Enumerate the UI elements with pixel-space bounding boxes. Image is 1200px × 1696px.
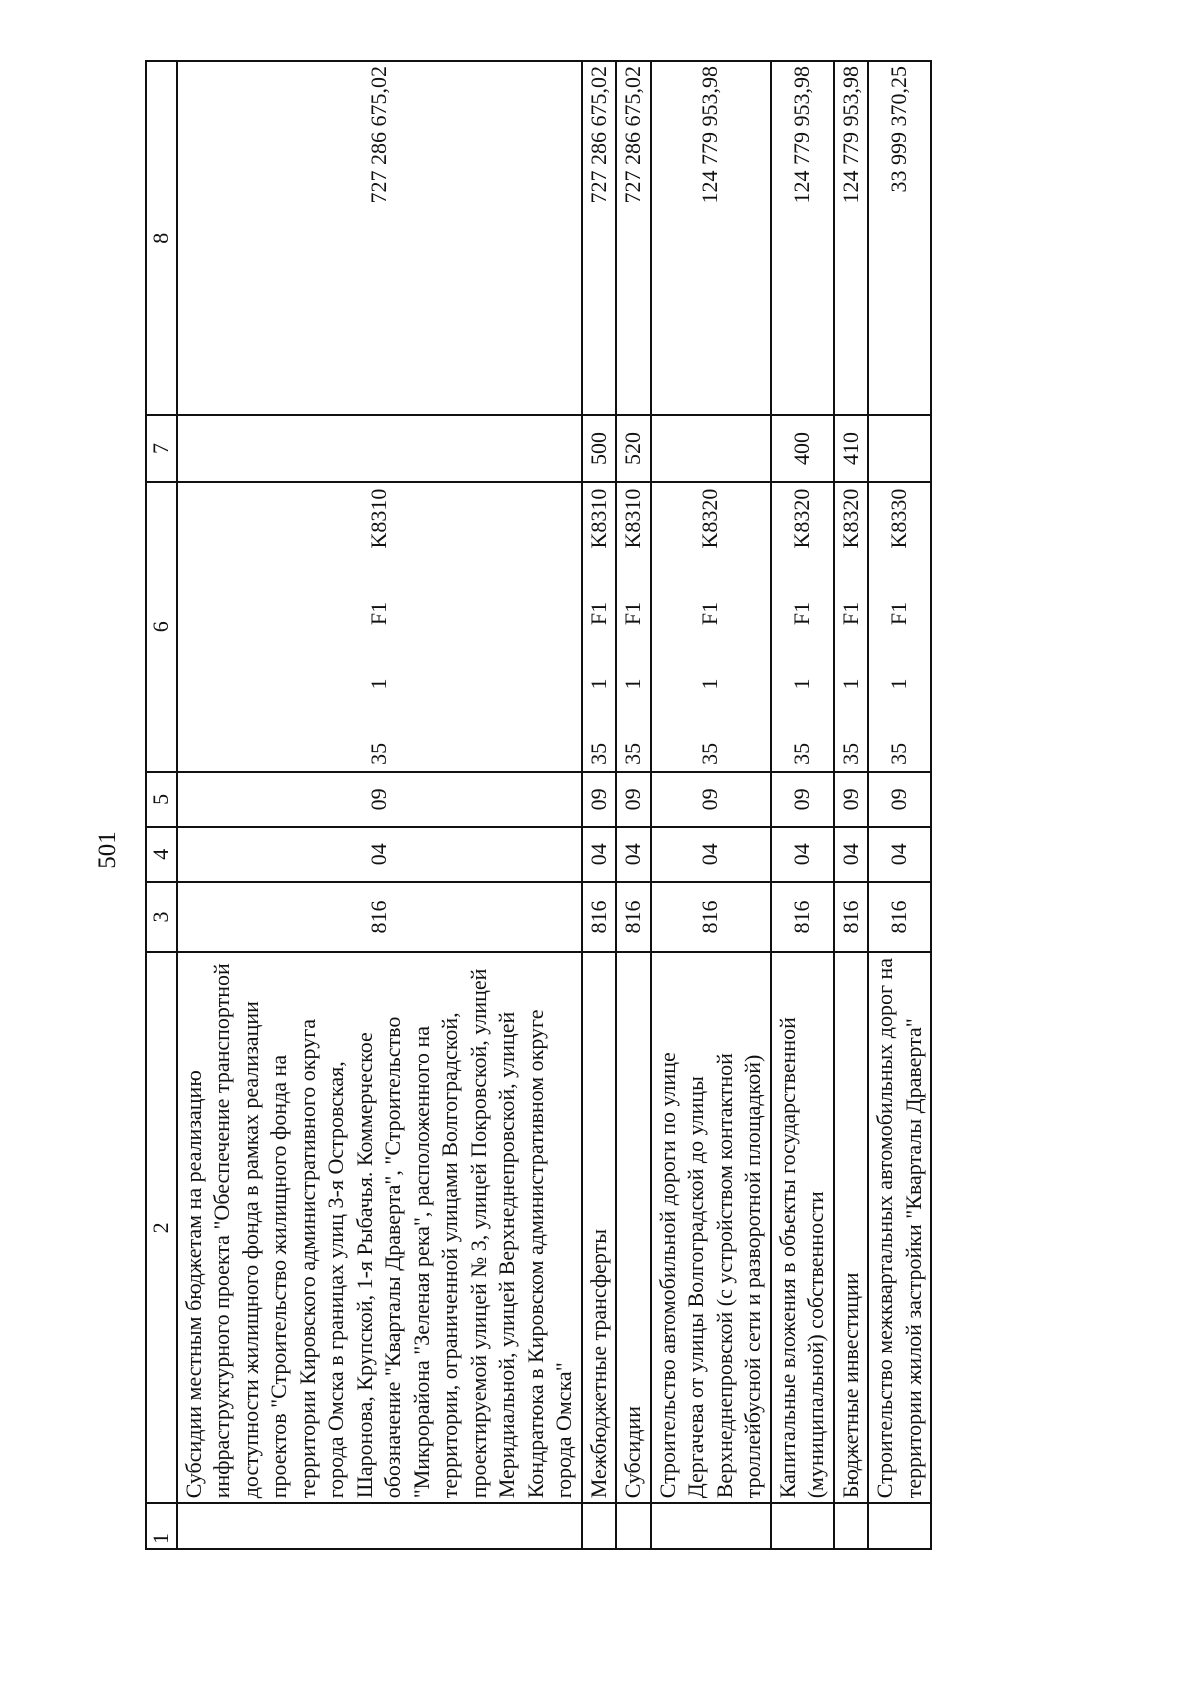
rotated-table-container xyxy=(145,60,985,1550)
ministry-code-cell: 816 xyxy=(582,882,617,953)
row-index-cell xyxy=(868,1503,931,1549)
row-name-cell: Межбюджетные трансферты xyxy=(582,952,617,1503)
program-code: 35 xyxy=(837,742,863,765)
project-code: F1 xyxy=(837,601,863,626)
section-code-cell: 04 xyxy=(651,827,771,882)
amount-cell: 124 779 953,98 xyxy=(834,61,869,415)
subsection-code-cell: 09 xyxy=(177,772,582,827)
row-name-cell: Строительство межквартальных автомобильных дорог на территории жилой застройки "Кварталы Драверта" xyxy=(868,952,931,1503)
row-name-cell: Бюджетные инвестиции xyxy=(834,952,869,1503)
target-article-cell xyxy=(616,482,651,772)
expense-type-cell: 520 xyxy=(616,415,651,481)
row-index-cell xyxy=(834,1503,869,1549)
target-article-cell xyxy=(771,482,834,772)
section-code-cell: 04 xyxy=(771,827,834,882)
program-code: 35 xyxy=(585,742,611,765)
ministry-code-cell: 816 xyxy=(868,882,931,953)
table-row xyxy=(177,61,582,1549)
target-article-cell xyxy=(177,482,582,772)
project-code: F1 xyxy=(788,601,814,626)
ministry-code-cell: 816 xyxy=(616,882,651,953)
subprogram-code: 1 xyxy=(697,678,723,690)
direction-code: K8310 xyxy=(585,488,611,549)
subprogram-code: 1 xyxy=(788,678,814,690)
subsection-code-cell: 09 xyxy=(771,772,834,827)
direction-code: K8320 xyxy=(697,488,723,549)
expense-type-cell: 500 xyxy=(582,415,617,481)
ministry-code-cell: 816 xyxy=(771,882,834,953)
table-row xyxy=(868,61,931,1549)
program-code: 35 xyxy=(697,742,723,765)
target-article-cell xyxy=(582,482,617,772)
header-col-6: 6 xyxy=(146,482,177,772)
table-row xyxy=(771,61,834,1549)
subprogram-code: 1 xyxy=(620,678,645,690)
direction-code: K8320 xyxy=(837,488,863,549)
section-code-cell: 04 xyxy=(582,827,617,882)
row-index-cell xyxy=(177,1503,582,1549)
direction-code: K8330 xyxy=(886,488,912,549)
amount-cell: 727 286 675,02 xyxy=(582,61,617,415)
row-index-cell xyxy=(771,1503,834,1549)
program-code: 35 xyxy=(365,742,391,765)
section-code-cell: 04 xyxy=(177,827,582,882)
table-row xyxy=(834,61,869,1549)
row-name-cell: Капитальные вложения в объекты государственной (муниципальной) собственности xyxy=(771,952,834,1503)
amount-cell: 727 286 675,02 xyxy=(616,61,651,415)
subprogram-code: 1 xyxy=(837,678,863,690)
subprogram-code: 1 xyxy=(365,678,391,690)
direction-code: K8320 xyxy=(788,488,814,549)
subsection-code-cell: 09 xyxy=(868,772,931,827)
header-col-7: 7 xyxy=(146,415,177,481)
ministry-code-cell: 816 xyxy=(834,882,869,953)
expense-type-cell xyxy=(651,415,771,481)
header-col-3: 3 xyxy=(146,882,177,953)
subsection-code-cell: 09 xyxy=(582,772,617,827)
table-row xyxy=(651,61,771,1549)
row-index-cell xyxy=(582,1503,617,1549)
row-index-cell xyxy=(651,1503,771,1549)
header-col-4: 4 xyxy=(146,827,177,882)
amount-cell: 124 779 953,98 xyxy=(771,61,834,415)
subsection-code-cell: 09 xyxy=(834,772,869,827)
direction-code: K8310 xyxy=(365,488,391,549)
direction-code: K8310 xyxy=(620,488,645,549)
project-code: F1 xyxy=(585,601,611,626)
header-col-5: 5 xyxy=(146,772,177,827)
table-row xyxy=(616,61,651,1549)
row-index-cell xyxy=(616,1503,651,1549)
section-code-cell: 04 xyxy=(868,827,931,882)
amount-cell: 124 779 953,98 xyxy=(651,61,771,415)
section-code-cell: 04 xyxy=(834,827,869,882)
subprogram-code: 1 xyxy=(886,678,912,690)
row-name-cell: Субсидии местным бюджетам на реализацию инфраструктурного проекта "Обеспечение транспортной доступности жилищного фонда в рамках реализации проектов "Строительство жилищного фонда на территории Кировского административного округа города Омска в границах улиц 3-я Островская, Шаронова, Крупской, 1-я Рыбачья. Коммерческое обозначение "Кварталы Драверта", "Строительство "Микрорайона "Зеленая река", расположенного на территории, ограниченной улицами Волгоградской, проектируемой улицей № 3, улицей Покровской, улицей Меридиальной, улицей Верхнеднепровской, улицей Кондратюка в Кировском административном округе города Омска" xyxy=(177,952,582,1503)
project-code: F1 xyxy=(620,601,645,626)
amount-cell: 33 999 370,25 xyxy=(868,61,931,415)
target-article-cell xyxy=(651,482,771,772)
page-number: 501 xyxy=(94,831,121,869)
expense-type-cell xyxy=(177,415,582,481)
subsection-code-cell: 09 xyxy=(651,772,771,827)
expense-type-cell: 410 xyxy=(834,415,869,481)
project-code: F1 xyxy=(886,601,912,626)
project-code: F1 xyxy=(697,601,723,626)
section-code-cell: 04 xyxy=(616,827,651,882)
expense-type-cell: 400 xyxy=(771,415,834,481)
subprogram-code: 1 xyxy=(585,678,611,690)
amount-cell: 727 286 675,02 xyxy=(177,61,582,415)
program-code: 35 xyxy=(886,742,912,765)
target-article-cell xyxy=(868,482,931,772)
subsection-code-cell: 09 xyxy=(616,772,651,827)
program-code: 35 xyxy=(620,742,645,765)
header-col-2: 2 xyxy=(146,952,177,1503)
row-name-cell: Строительство автомобильной дороги по улице Дергачева от улицы Волгоградской до улицы Верхнеднепровской (с устройством контактной троллейбусной сети и разворотной площадкой) xyxy=(651,952,771,1503)
row-name-cell: Субсидии xyxy=(616,952,651,1503)
header-col-8: 8 xyxy=(146,61,177,415)
program-code: 35 xyxy=(788,742,814,765)
budget-table xyxy=(145,60,932,1550)
header-col-1: 1 xyxy=(146,1503,177,1549)
table-header-row xyxy=(146,61,177,1549)
expense-type-cell xyxy=(868,415,931,481)
table-row xyxy=(582,61,617,1549)
ministry-code-cell: 816 xyxy=(651,882,771,953)
ministry-code-cell: 816 xyxy=(177,882,582,953)
project-code: F1 xyxy=(365,601,391,626)
target-article-cell xyxy=(834,482,869,772)
